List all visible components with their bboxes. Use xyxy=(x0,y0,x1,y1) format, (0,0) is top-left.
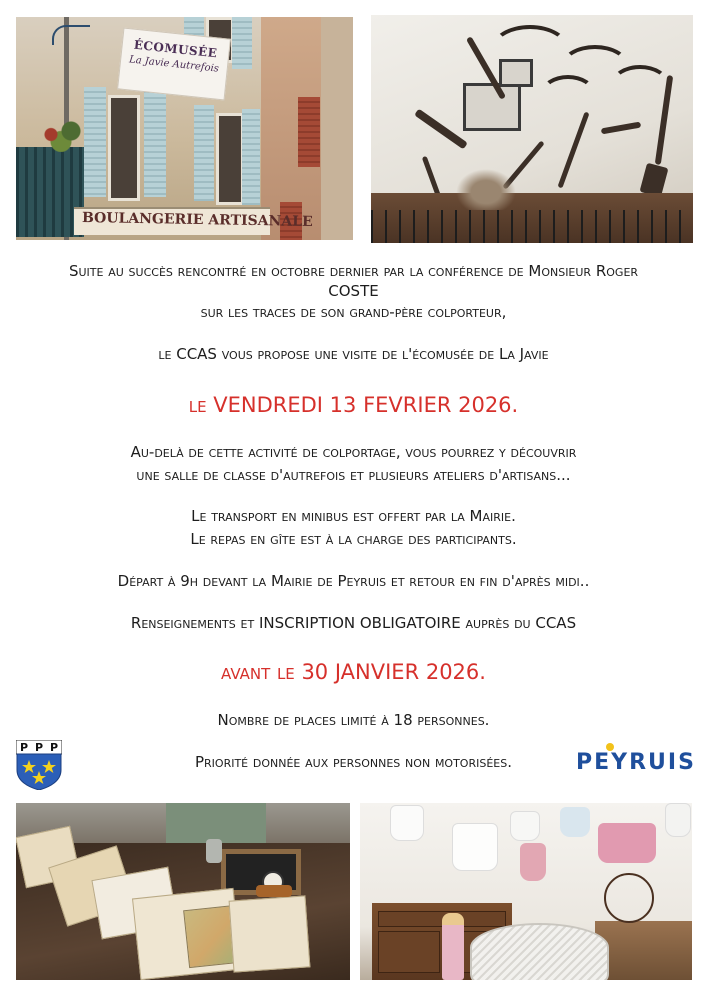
blue-shutter xyxy=(232,17,252,69)
old-classroom-photo xyxy=(16,803,350,980)
sickle-tool xyxy=(611,65,669,103)
ppp-letter: P xyxy=(34,741,44,754)
shop-sign-text: BOULANGERIE ARTISANALE xyxy=(81,209,313,231)
neighbor-building-far xyxy=(321,17,353,240)
hanging-garment xyxy=(560,807,590,837)
ppp-shield-logo xyxy=(16,740,62,790)
railing xyxy=(371,210,693,243)
sickle-tool xyxy=(491,25,569,73)
meal-line: Le repas en gîte est à la charge des participants. xyxy=(190,530,517,548)
side-table xyxy=(595,921,692,980)
pink-dress xyxy=(598,823,656,863)
street-lamp-bracket xyxy=(52,25,90,45)
framed-photo xyxy=(463,83,521,131)
doll xyxy=(442,913,464,980)
ppp-letter: P xyxy=(49,741,59,754)
hanging-garment xyxy=(665,803,691,837)
places-line: Nombre de places limité à 18 personnes. xyxy=(217,711,490,729)
red-shutter xyxy=(298,97,320,167)
wooden-pencil-case xyxy=(256,885,292,897)
pink-dress xyxy=(520,843,546,881)
intro-line-2: COSTE xyxy=(328,282,379,300)
balcony-plants xyxy=(36,117,86,152)
departure-line: Départ à 9h devant la Mairie de Peyruis et retour en fin d'après midi.. xyxy=(117,572,590,590)
ecomusee-facade-photo xyxy=(16,17,353,240)
blue-shutter xyxy=(242,109,260,205)
dried-herbs xyxy=(451,165,521,210)
window xyxy=(108,95,140,201)
pickaxe-head xyxy=(601,122,641,135)
ecomusee-sign xyxy=(117,28,231,101)
saw-blade xyxy=(414,109,468,150)
intro-line-3: sur les traces de son grand-père colporteur, xyxy=(200,303,507,321)
window xyxy=(166,803,266,843)
ppp-letter: P xyxy=(19,741,29,754)
hanging-garment xyxy=(510,811,540,841)
priority-line: Priorité donnée aux personnes non motorisées. xyxy=(194,753,512,771)
blue-shutter xyxy=(144,87,166,197)
ecomusee-sign-title: ÉCOMUSÉE xyxy=(133,37,218,61)
ppp-shield-icon xyxy=(16,740,62,790)
wicker-cradle xyxy=(470,923,609,980)
drawer xyxy=(378,931,440,973)
peyruis-wordmark: PEYRUIS xyxy=(576,750,696,775)
registration-line: Renseignements et INSCRIPTION OBLIGATOIRE auprès du CCAS xyxy=(130,614,577,632)
old-tools-wall-photo xyxy=(371,15,693,243)
blue-shutter xyxy=(194,105,214,201)
peyruis-logo xyxy=(576,742,694,778)
inkwell xyxy=(206,839,222,863)
event-date: le VENDREDI 13 FEVRIER 2026. xyxy=(188,393,519,417)
hanging-garment xyxy=(452,823,498,871)
tool-handle xyxy=(557,112,589,189)
open-atlas-page xyxy=(229,895,311,972)
window xyxy=(216,113,244,205)
proposal-line: le CCAS vous propose une visite de l'écomusée de La Javie xyxy=(158,345,549,363)
intro-line-1: Suite au succès rencontré en octobre dernier par la conférence de Monsieur Roger xyxy=(68,262,639,280)
spinning-wheel xyxy=(604,873,654,923)
blue-shutter xyxy=(84,87,106,197)
discover-line-2: une salle de classe d'autrefois et plusieurs ateliers d'artisans... xyxy=(136,466,571,484)
transport-line: Le transport en minibus est offert par la Mairie. xyxy=(191,507,516,525)
old-clothes-cradle-photo xyxy=(360,803,692,980)
hanging-garment xyxy=(390,805,424,841)
deadline-date: avant le 30 JANVIER 2026. xyxy=(221,660,486,684)
discover-line-1: Au-delà de cette activité de colportage, vous pourrez y découvrir xyxy=(130,443,577,461)
sickle-tool xyxy=(541,75,595,111)
ecomusee-sign-subtitle: La Javie Autrefois xyxy=(128,54,220,75)
